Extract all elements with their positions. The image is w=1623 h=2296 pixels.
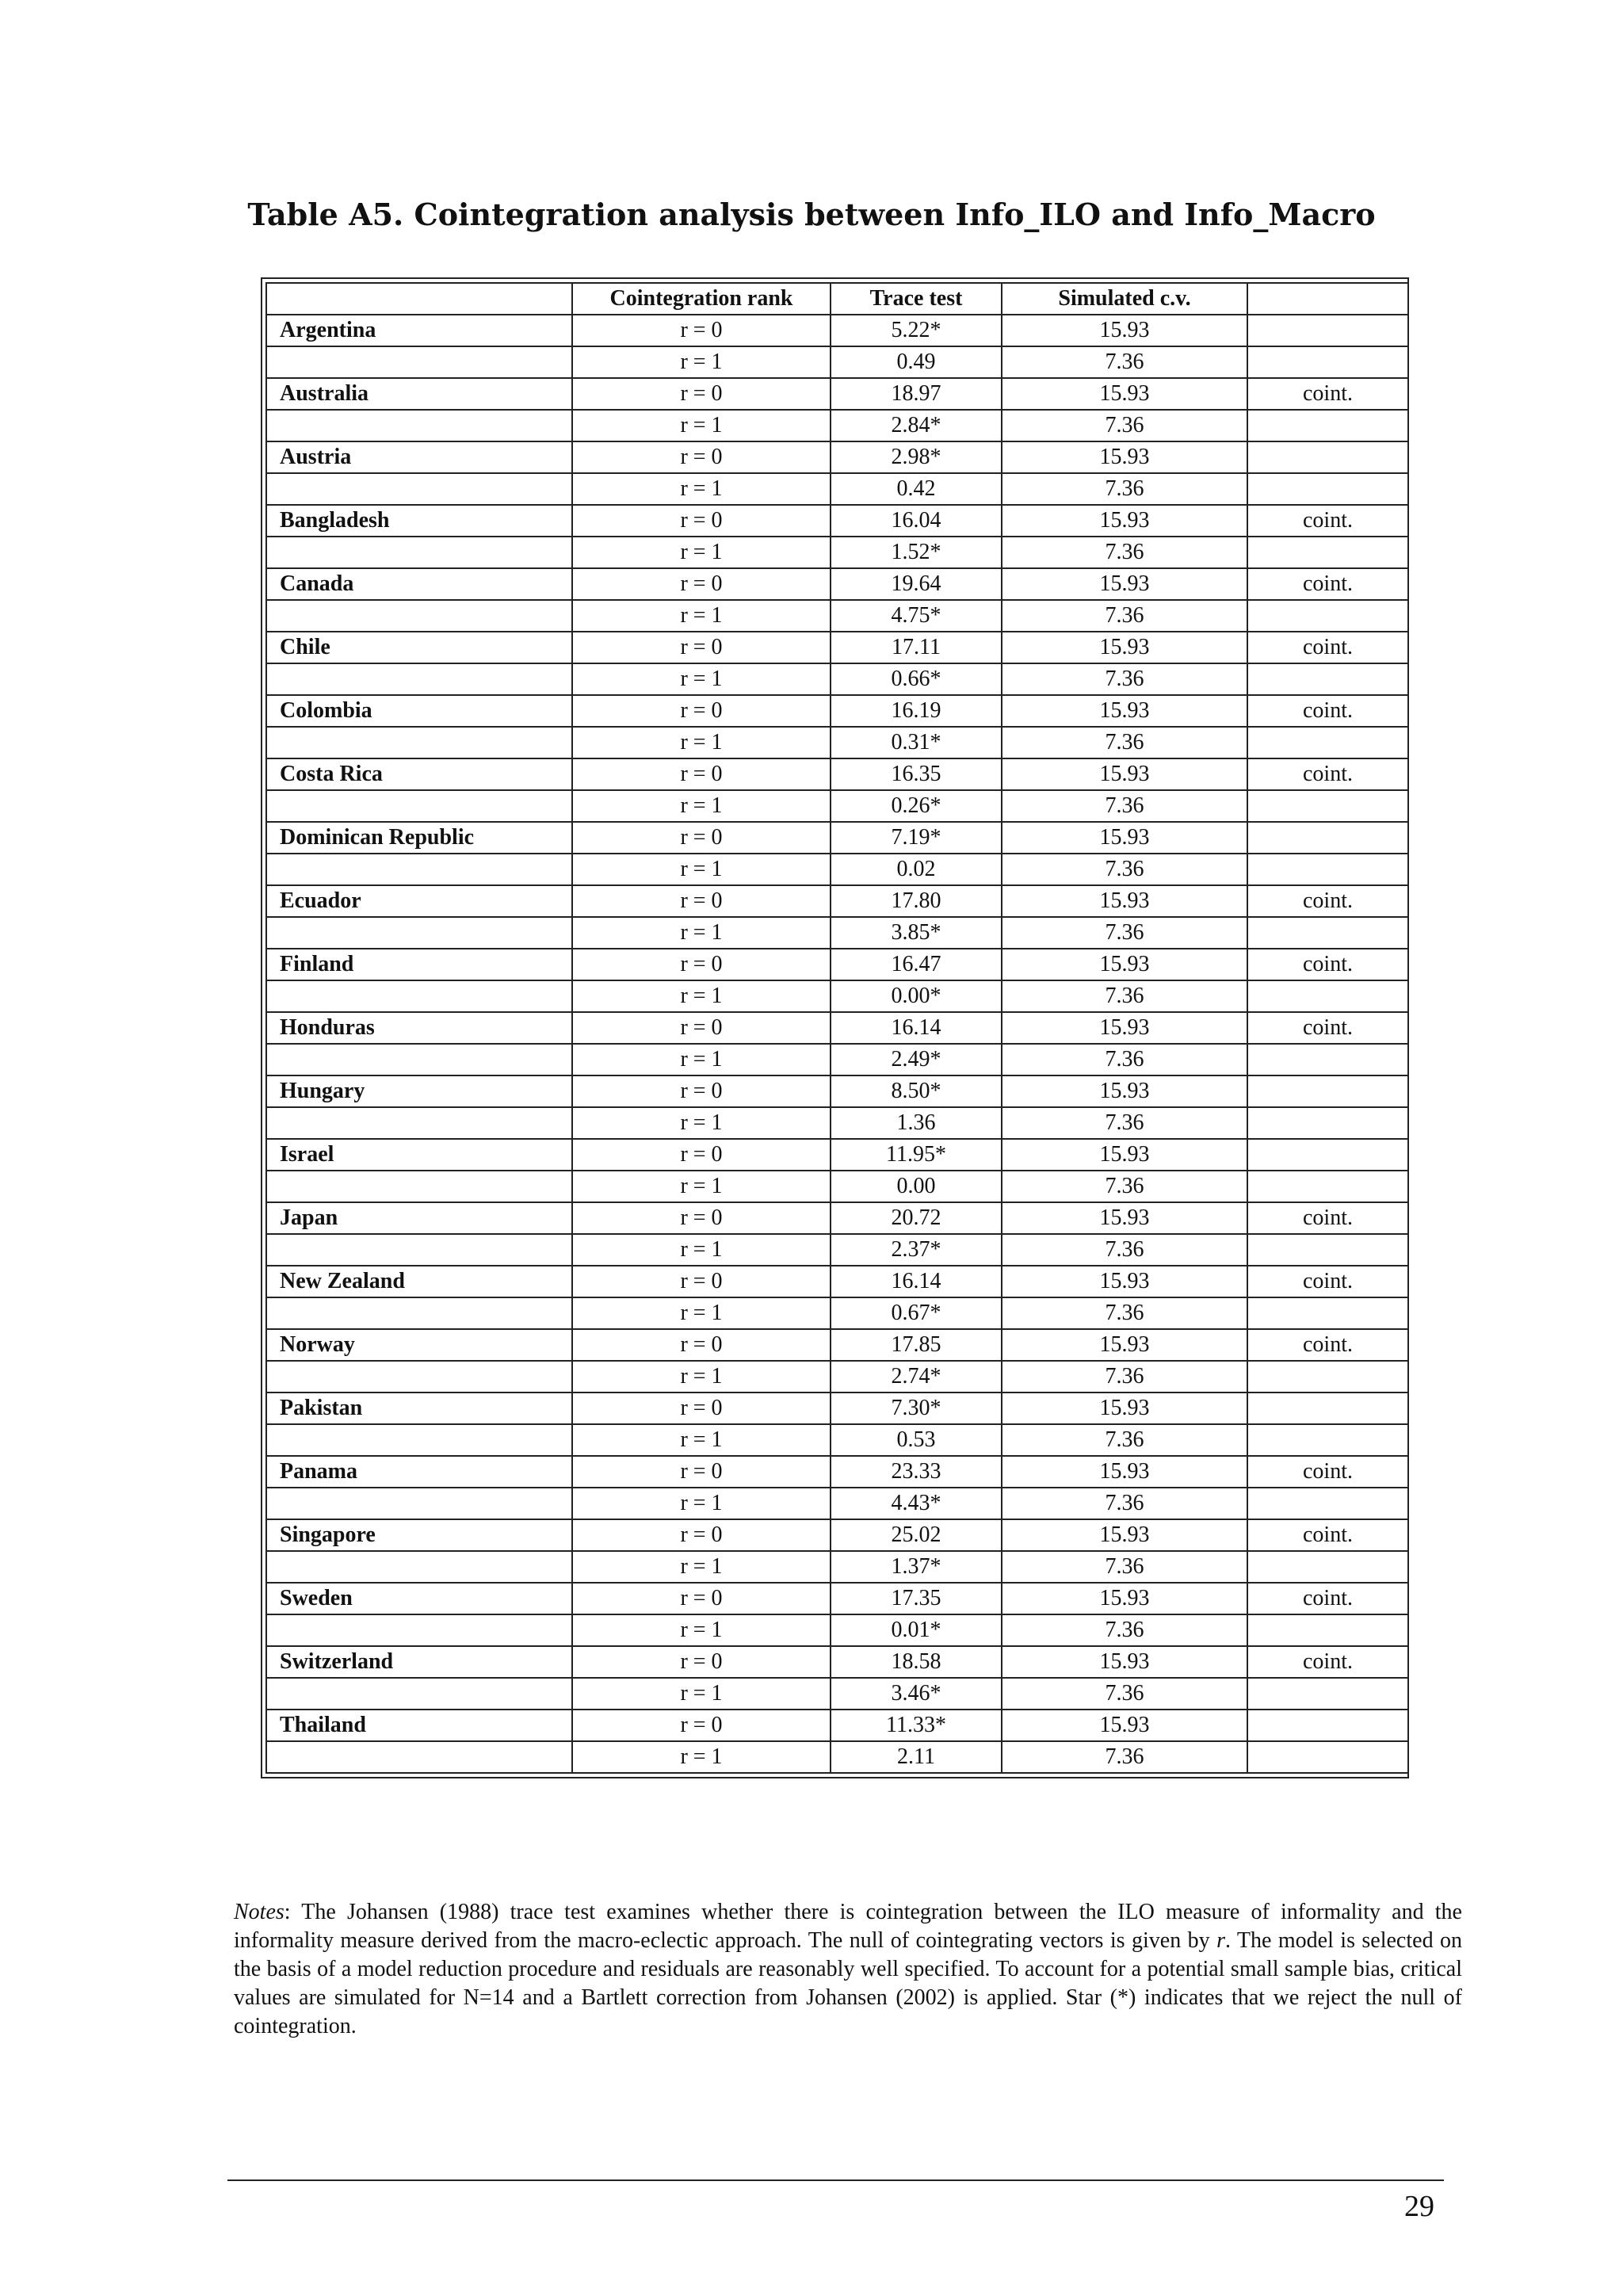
rank-cell: r = 1: [572, 1297, 831, 1329]
country-cell: [266, 790, 572, 822]
simulated-cv-cell: 7.36: [1002, 1171, 1247, 1202]
table-row: [266, 473, 1408, 505]
page-number: 29: [1404, 2190, 1434, 2223]
result-cell: coint.: [1247, 1266, 1408, 1297]
simulated-cv-cell: 15.93: [1002, 1456, 1247, 1488]
trace-test-cell: 16.47: [831, 949, 1002, 980]
trace-test-cell: 0.31*: [831, 727, 1002, 758]
table-row: [266, 1741, 1408, 1773]
rank-cell: r = 1: [572, 727, 831, 758]
country-cell: [266, 1551, 572, 1583]
country-cell: [266, 346, 572, 378]
country-cell: Finland: [266, 949, 572, 980]
result-cell: [1247, 727, 1408, 758]
rank-cell: r = 0: [572, 441, 831, 473]
trace-test-cell: 23.33: [831, 1456, 1002, 1488]
rank-cell: r = 0: [572, 1646, 831, 1678]
result-cell: [1247, 1710, 1408, 1741]
trace-test-cell: 3.85*: [831, 917, 1002, 949]
simulated-cv-cell: 7.36: [1002, 1044, 1247, 1075]
rank-cell: r = 0: [572, 822, 831, 854]
table-row: [266, 1646, 1408, 1678]
country-cell: [266, 1678, 572, 1710]
table-row: [266, 537, 1408, 568]
table-body: [266, 315, 1408, 1773]
rank-cell: r = 1: [572, 1551, 831, 1583]
trace-test-cell: 18.58: [831, 1646, 1002, 1678]
trace-test-cell: 16.04: [831, 505, 1002, 537]
trace-test-cell: 16.14: [831, 1012, 1002, 1044]
rank-cell: r = 0: [572, 1012, 831, 1044]
trace-test-cell: 20.72: [831, 1202, 1002, 1234]
country-cell: Thailand: [266, 1710, 572, 1741]
country-cell: Australia: [266, 378, 572, 410]
simulated-cv-cell: 15.93: [1002, 822, 1247, 854]
notes-text-1: : The Johansen (1988) trace test examines whether there is cointegration between the ILO measure of informality and the informality measure derived from the macro-eclectic approach. The null of cointegrating vectors is given by: [234, 1900, 1462, 1953]
header-result: [1247, 283, 1408, 315]
trace-test-cell: 17.85: [831, 1329, 1002, 1361]
table-notes: [234, 1898, 1462, 2041]
result-cell: [1247, 1392, 1408, 1424]
result-cell: [1247, 1424, 1408, 1456]
table-row: [266, 1678, 1408, 1710]
trace-test-cell: 0.67*: [831, 1297, 1002, 1329]
table-row: [266, 1297, 1408, 1329]
table-row: [266, 1329, 1408, 1361]
trace-test-cell: 4.43*: [831, 1488, 1002, 1519]
header-country: [266, 283, 572, 315]
table-row: [266, 632, 1408, 663]
result-cell: [1247, 663, 1408, 695]
result-cell: coint.: [1247, 1202, 1408, 1234]
result-cell: [1247, 1171, 1408, 1202]
result-cell: [1247, 1075, 1408, 1107]
table-row: [266, 1075, 1408, 1107]
result-cell: coint.: [1247, 505, 1408, 537]
rank-cell: r = 1: [572, 1678, 831, 1710]
country-cell: Sweden: [266, 1583, 572, 1614]
result-cell: [1247, 980, 1408, 1012]
trace-test-cell: 3.46*: [831, 1678, 1002, 1710]
country-cell: Austria: [266, 441, 572, 473]
rank-cell: r = 1: [572, 1614, 831, 1646]
table-row: [266, 980, 1408, 1012]
rank-cell: r = 0: [572, 315, 831, 346]
result-cell: [1247, 1678, 1408, 1710]
result-cell: coint.: [1247, 378, 1408, 410]
simulated-cv-cell: 15.93: [1002, 1519, 1247, 1551]
table-row: [266, 1488, 1408, 1519]
result-cell: [1247, 473, 1408, 505]
country-cell: Dominican Republic: [266, 822, 572, 854]
simulated-cv-cell: 15.93: [1002, 441, 1247, 473]
simulated-cv-cell: 7.36: [1002, 346, 1247, 378]
country-cell: Honduras: [266, 1012, 572, 1044]
result-cell: coint.: [1247, 1646, 1408, 1678]
rank-cell: r = 1: [572, 1488, 831, 1519]
simulated-cv-cell: 15.93: [1002, 378, 1247, 410]
simulated-cv-cell: 15.93: [1002, 695, 1247, 727]
result-cell: [1247, 1234, 1408, 1266]
simulated-cv-cell: 15.93: [1002, 568, 1247, 600]
result-cell: [1247, 1551, 1408, 1583]
trace-test-cell: 19.64: [831, 568, 1002, 600]
table-row: [266, 663, 1408, 695]
table-row: [266, 1710, 1408, 1741]
trace-test-cell: 0.53: [831, 1424, 1002, 1456]
simulated-cv-cell: 7.36: [1002, 727, 1247, 758]
rank-cell: r = 0: [572, 1392, 831, 1424]
header-trace-test: Trace test: [831, 283, 1002, 315]
country-cell: Colombia: [266, 695, 572, 727]
simulated-cv-cell: 7.36: [1002, 790, 1247, 822]
table-row: [266, 1107, 1408, 1139]
simulated-cv-cell: 7.36: [1002, 1234, 1247, 1266]
result-cell: coint.: [1247, 758, 1408, 790]
rank-cell: r = 0: [572, 695, 831, 727]
result-cell: [1247, 822, 1408, 854]
simulated-cv-cell: 7.36: [1002, 1107, 1247, 1139]
trace-test-cell: 16.19: [831, 695, 1002, 727]
rank-cell: r = 0: [572, 885, 831, 917]
trace-test-cell: 25.02: [831, 1519, 1002, 1551]
trace-test-cell: 2.84*: [831, 410, 1002, 441]
simulated-cv-cell: 15.93: [1002, 1139, 1247, 1171]
simulated-cv-cell: 7.36: [1002, 600, 1247, 632]
trace-test-cell: 17.80: [831, 885, 1002, 917]
simulated-cv-cell: 15.93: [1002, 1646, 1247, 1678]
country-cell: [266, 1297, 572, 1329]
result-cell: [1247, 315, 1408, 346]
notes-r-symbol: r: [1216, 1928, 1225, 1953]
country-cell: [266, 1488, 572, 1519]
country-cell: [266, 1741, 572, 1773]
country-cell: [266, 917, 572, 949]
trace-test-cell: 0.00: [831, 1171, 1002, 1202]
table-row: [266, 854, 1408, 885]
result-cell: [1247, 1361, 1408, 1392]
trace-test-cell: 2.49*: [831, 1044, 1002, 1075]
result-cell: [1247, 1139, 1408, 1171]
country-cell: Argentina: [266, 315, 572, 346]
result-cell: coint.: [1247, 695, 1408, 727]
trace-test-cell: 2.11: [831, 1741, 1002, 1773]
result-cell: [1247, 1107, 1408, 1139]
table-row: [266, 315, 1408, 346]
simulated-cv-cell: 7.36: [1002, 473, 1247, 505]
rank-cell: r = 1: [572, 854, 831, 885]
rank-cell: r = 0: [572, 1583, 831, 1614]
trace-test-cell: 17.11: [831, 632, 1002, 663]
rank-cell: r = 1: [572, 1361, 831, 1392]
result-cell: [1247, 1297, 1408, 1329]
table-row: [266, 1519, 1408, 1551]
rank-cell: r = 1: [572, 346, 831, 378]
table-row: [266, 1551, 1408, 1583]
simulated-cv-cell: 7.36: [1002, 410, 1247, 441]
table-row: [266, 885, 1408, 917]
country-cell: [266, 1171, 572, 1202]
simulated-cv-cell: 7.36: [1002, 1488, 1247, 1519]
trace-test-cell: 7.19*: [831, 822, 1002, 854]
simulated-cv-cell: 15.93: [1002, 885, 1247, 917]
table-row: [266, 1139, 1408, 1171]
rank-cell: r = 0: [572, 632, 831, 663]
rank-cell: r = 1: [572, 663, 831, 695]
trace-test-cell: 2.37*: [831, 1234, 1002, 1266]
table-row: [266, 1424, 1408, 1456]
rank-cell: r = 1: [572, 790, 831, 822]
country-cell: [266, 727, 572, 758]
trace-test-cell: 11.95*: [831, 1139, 1002, 1171]
rank-cell: r = 0: [572, 568, 831, 600]
table-header-row: [266, 283, 1408, 315]
table-row: [266, 822, 1408, 854]
trace-test-cell: 0.26*: [831, 790, 1002, 822]
table-row: [266, 1392, 1408, 1424]
rank-cell: r = 0: [572, 949, 831, 980]
table-row: [266, 1266, 1408, 1297]
result-cell: [1247, 410, 1408, 441]
trace-test-cell: 5.22*: [831, 315, 1002, 346]
result-cell: [1247, 441, 1408, 473]
country-cell: [266, 600, 572, 632]
table-row: [266, 1361, 1408, 1392]
simulated-cv-cell: 7.36: [1002, 1424, 1247, 1456]
rank-cell: r = 1: [572, 1741, 831, 1773]
result-cell: coint.: [1247, 1012, 1408, 1044]
simulated-cv-cell: 15.93: [1002, 1583, 1247, 1614]
result-cell: [1247, 917, 1408, 949]
rank-cell: r = 1: [572, 1107, 831, 1139]
trace-test-cell: 1.36: [831, 1107, 1002, 1139]
result-cell: coint.: [1247, 1583, 1408, 1614]
result-cell: [1247, 1044, 1408, 1075]
country-cell: Singapore: [266, 1519, 572, 1551]
trace-test-cell: 0.49: [831, 346, 1002, 378]
trace-test-cell: 16.35: [831, 758, 1002, 790]
trace-test-cell: 2.98*: [831, 441, 1002, 473]
country-cell: Japan: [266, 1202, 572, 1234]
simulated-cv-cell: 15.93: [1002, 1202, 1247, 1234]
trace-test-cell: 0.02: [831, 854, 1002, 885]
country-cell: [266, 1361, 572, 1392]
table-row: [266, 1234, 1408, 1266]
trace-test-cell: 0.66*: [831, 663, 1002, 695]
table-row: [266, 1456, 1408, 1488]
table-row: [266, 1012, 1408, 1044]
country-cell: Bangladesh: [266, 505, 572, 537]
rank-cell: r = 0: [572, 1202, 831, 1234]
rank-cell: r = 0: [572, 505, 831, 537]
country-cell: [266, 473, 572, 505]
country-cell: New Zealand: [266, 1266, 572, 1297]
table-row: [266, 1044, 1408, 1075]
result-cell: [1247, 346, 1408, 378]
rank-cell: r = 0: [572, 1519, 831, 1551]
simulated-cv-cell: 7.36: [1002, 1551, 1247, 1583]
rank-cell: r = 0: [572, 1456, 831, 1488]
rank-cell: r = 1: [572, 1234, 831, 1266]
table-row: [266, 917, 1408, 949]
footer-rule: [227, 2179, 1444, 2181]
simulated-cv-cell: 7.36: [1002, 980, 1247, 1012]
country-cell: [266, 1044, 572, 1075]
result-cell: [1247, 790, 1408, 822]
simulated-cv-cell: 15.93: [1002, 1012, 1247, 1044]
simulated-cv-cell: 7.36: [1002, 1678, 1247, 1710]
result-cell: [1247, 1741, 1408, 1773]
simulated-cv-cell: 15.93: [1002, 1075, 1247, 1107]
simulated-cv-cell: 7.36: [1002, 854, 1247, 885]
trace-test-cell: 17.35: [831, 1583, 1002, 1614]
country-cell: Pakistan: [266, 1392, 572, 1424]
result-cell: coint.: [1247, 568, 1408, 600]
country-cell: Chile: [266, 632, 572, 663]
table-row: [266, 378, 1408, 410]
rank-cell: r = 0: [572, 1710, 831, 1741]
result-cell: [1247, 537, 1408, 568]
rank-cell: r = 1: [572, 410, 831, 441]
country-cell: Switzerland: [266, 1646, 572, 1678]
country-cell: [266, 854, 572, 885]
rank-cell: r = 0: [572, 1266, 831, 1297]
simulated-cv-cell: 15.93: [1002, 315, 1247, 346]
country-cell: Ecuador: [266, 885, 572, 917]
result-cell: coint.: [1247, 1519, 1408, 1551]
rank-cell: r = 1: [572, 1424, 831, 1456]
table-title: Table A5. Cointegration analysis between Info_ILO and Info_Macro: [247, 197, 1376, 232]
country-cell: Hungary: [266, 1075, 572, 1107]
simulated-cv-cell: 15.93: [1002, 758, 1247, 790]
result-cell: coint.: [1247, 632, 1408, 663]
result-cell: [1247, 1488, 1408, 1519]
rank-cell: r = 0: [572, 1075, 831, 1107]
simulated-cv-cell: 15.93: [1002, 1329, 1247, 1361]
simulated-cv-cell: 15.93: [1002, 1392, 1247, 1424]
result-cell: [1247, 600, 1408, 632]
table-row: [266, 790, 1408, 822]
table-row: [266, 410, 1408, 441]
rank-cell: r = 1: [572, 473, 831, 505]
rank-cell: r = 1: [572, 537, 831, 568]
table-row: [266, 758, 1408, 790]
country-cell: [266, 410, 572, 441]
rank-cell: r = 0: [572, 758, 831, 790]
simulated-cv-cell: 15.93: [1002, 949, 1247, 980]
simulated-cv-cell: 7.36: [1002, 1614, 1247, 1646]
notes-label: Notes: [234, 1900, 285, 1924]
rank-cell: r = 0: [572, 1329, 831, 1361]
table-row: [266, 568, 1408, 600]
country-cell: [266, 1424, 572, 1456]
rank-cell: r = 1: [572, 1171, 831, 1202]
simulated-cv-cell: 7.36: [1002, 1361, 1247, 1392]
table-row: [266, 695, 1408, 727]
result-cell: [1247, 1614, 1408, 1646]
trace-test-cell: 0.42: [831, 473, 1002, 505]
header-cointegration-rank: Cointegration rank: [572, 283, 831, 315]
rank-cell: r = 0: [572, 378, 831, 410]
trace-test-cell: 18.97: [831, 378, 1002, 410]
country-cell: Norway: [266, 1329, 572, 1361]
country-cell: [266, 1107, 572, 1139]
simulated-cv-cell: 7.36: [1002, 1297, 1247, 1329]
simulated-cv-cell: 7.36: [1002, 537, 1247, 568]
rank-cell: r = 1: [572, 600, 831, 632]
country-cell: [266, 1234, 572, 1266]
trace-test-cell: 1.37*: [831, 1551, 1002, 1583]
trace-test-cell: 0.00*: [831, 980, 1002, 1012]
trace-test-cell: 7.30*: [831, 1392, 1002, 1424]
trace-test-cell: 11.33*: [831, 1710, 1002, 1741]
trace-test-cell: 16.14: [831, 1266, 1002, 1297]
table-row: [266, 727, 1408, 758]
simulated-cv-cell: 7.36: [1002, 1741, 1247, 1773]
result-cell: coint.: [1247, 1329, 1408, 1361]
rank-cell: r = 0: [572, 1139, 831, 1171]
result-cell: coint.: [1247, 885, 1408, 917]
header-simulated-cv: Simulated c.v.: [1002, 283, 1247, 315]
table-row: [266, 1583, 1408, 1614]
table-row: [266, 949, 1408, 980]
table-row: [266, 441, 1408, 473]
trace-test-cell: 4.75*: [831, 600, 1002, 632]
simulated-cv-cell: 15.93: [1002, 1266, 1247, 1297]
country-cell: [266, 1614, 572, 1646]
cointegration-table: [265, 282, 1409, 1774]
country-cell: [266, 980, 572, 1012]
rank-cell: r = 1: [572, 917, 831, 949]
trace-test-cell: 2.74*: [831, 1361, 1002, 1392]
country-cell: Panama: [266, 1456, 572, 1488]
rank-cell: r = 1: [572, 980, 831, 1012]
table-row: [266, 1171, 1408, 1202]
table-row: [266, 600, 1408, 632]
simulated-cv-cell: 15.93: [1002, 505, 1247, 537]
simulated-cv-cell: 7.36: [1002, 917, 1247, 949]
table-row: [266, 1202, 1408, 1234]
simulated-cv-cell: 15.93: [1002, 632, 1247, 663]
simulated-cv-cell: 7.36: [1002, 663, 1247, 695]
simulated-cv-cell: 15.93: [1002, 1710, 1247, 1741]
trace-test-cell: 8.50*: [831, 1075, 1002, 1107]
result-cell: [1247, 854, 1408, 885]
cointegration-table-frame: [261, 277, 1409, 1778]
table-row: [266, 1614, 1408, 1646]
country-cell: Canada: [266, 568, 572, 600]
table-row: [266, 346, 1408, 378]
rank-cell: r = 1: [572, 1044, 831, 1075]
country-cell: Costa Rica: [266, 758, 572, 790]
country-cell: Israel: [266, 1139, 572, 1171]
country-cell: [266, 537, 572, 568]
result-cell: coint.: [1247, 1456, 1408, 1488]
trace-test-cell: 1.52*: [831, 537, 1002, 568]
result-cell: coint.: [1247, 949, 1408, 980]
trace-test-cell: 0.01*: [831, 1614, 1002, 1646]
country-cell: [266, 663, 572, 695]
table-row: [266, 505, 1408, 537]
notes-text-2: . The model is selected on the basis of a model reduction procedure and residuals are reasonably well specified. To account for a potential small sample bias, critical values are simulated for N=14 and a Bartlett correction from Johansen (2002) is applied. Star (*) indicates that we reject the null of cointegration.: [234, 1928, 1462, 2038]
